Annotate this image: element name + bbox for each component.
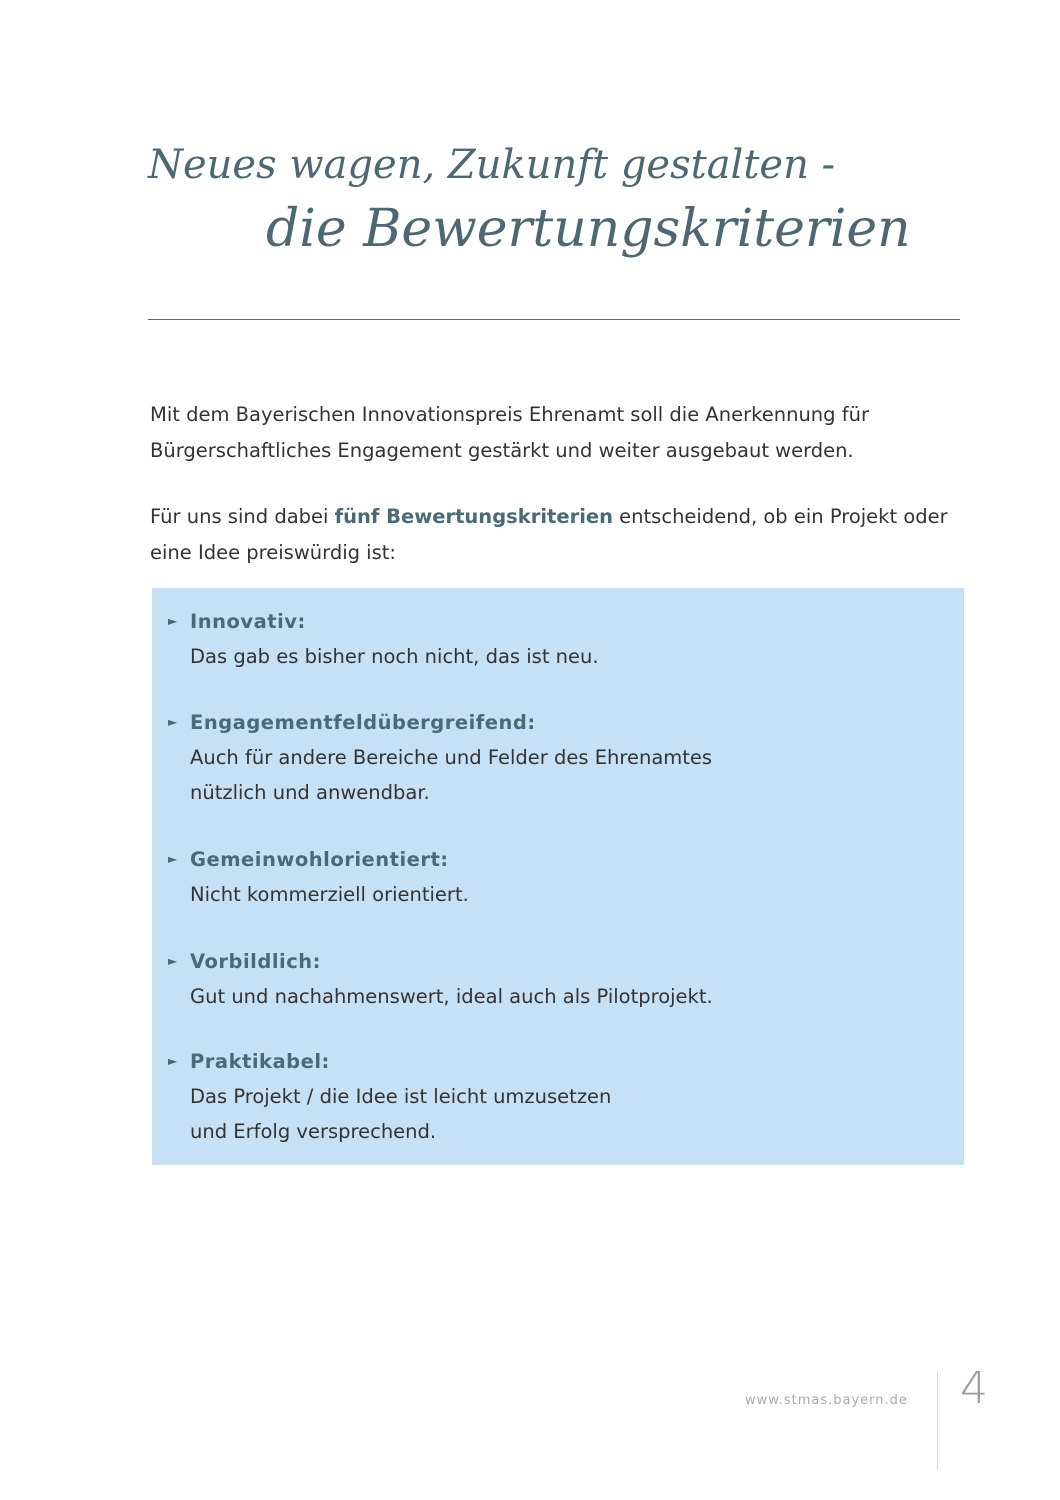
criterion-engagementfelduebergreifend bbox=[168, 705, 948, 810]
criterion-description-continued: nützlich und anwendbar. bbox=[190, 781, 430, 804]
footer-divider bbox=[937, 1372, 938, 1470]
intro-paragraph-1: Mit dem Bayerischen Innovationspreis Ehrenamt soll die Anerkennung für Bürgerschaftliches Engagement gestärkt und weiter ausgebaut werden. bbox=[150, 403, 869, 462]
criterion-heading: Gemeinwohlorientiert: bbox=[190, 848, 449, 871]
page-title-line-2: die Bewertungskriterien bbox=[266, 199, 911, 259]
criterion-vorbildlich bbox=[168, 944, 948, 1014]
arrow-bullet-icon: ► bbox=[168, 614, 178, 628]
criterion-gemeinwohlorientiert bbox=[168, 842, 948, 912]
intro-paragraph-2-end: entscheidend, ob ein Projekt oder eine Idee preiswürdig ist: bbox=[150, 505, 948, 564]
page-number: 4 bbox=[960, 1363, 988, 1414]
criterion-praktikabel bbox=[168, 1044, 948, 1149]
criterion-description: Nicht kommerziell orientiert. bbox=[190, 883, 469, 906]
arrow-bullet-icon: ► bbox=[168, 954, 178, 968]
criterion-innovativ bbox=[168, 604, 948, 674]
footer-website: www.stmas.bayern.de bbox=[745, 1393, 908, 1408]
intro-paragraph-2-start: Für uns sind dabei bbox=[150, 505, 335, 528]
arrow-bullet-icon: ► bbox=[168, 1054, 178, 1068]
criterion-description: Gut und nachahmenswert, ideal auch als Pilotprojekt. bbox=[190, 985, 713, 1008]
criterion-heading: Praktikabel: bbox=[190, 1050, 330, 1073]
criterion-heading: Vorbildlich: bbox=[190, 950, 321, 973]
criterion-description: Auch für andere Bereiche und Felder des Ehrenamtes bbox=[190, 746, 713, 769]
arrow-bullet-icon: ► bbox=[168, 715, 178, 729]
criterion-heading: Engagementfeldübergreifend: bbox=[190, 711, 536, 734]
criteria-count-emphasis: fünf Bewertungskriterien bbox=[334, 505, 613, 528]
criteria-panel bbox=[152, 588, 964, 1165]
intro-paragraph-2 bbox=[150, 499, 950, 571]
criterion-heading: Innovativ: bbox=[190, 610, 306, 633]
criterion-description: Das gab es bisher noch nicht, das ist neu. bbox=[190, 645, 599, 668]
title-divider bbox=[148, 319, 960, 320]
arrow-bullet-icon: ► bbox=[168, 852, 178, 866]
page-title-line-1: Neues wagen, Zukunft gestalten - bbox=[148, 142, 836, 188]
criterion-description-continued: und Erfolg versprechend. bbox=[190, 1120, 437, 1143]
criterion-description: Das Projekt / die Idee ist leicht umzusetzen bbox=[190, 1085, 612, 1108]
